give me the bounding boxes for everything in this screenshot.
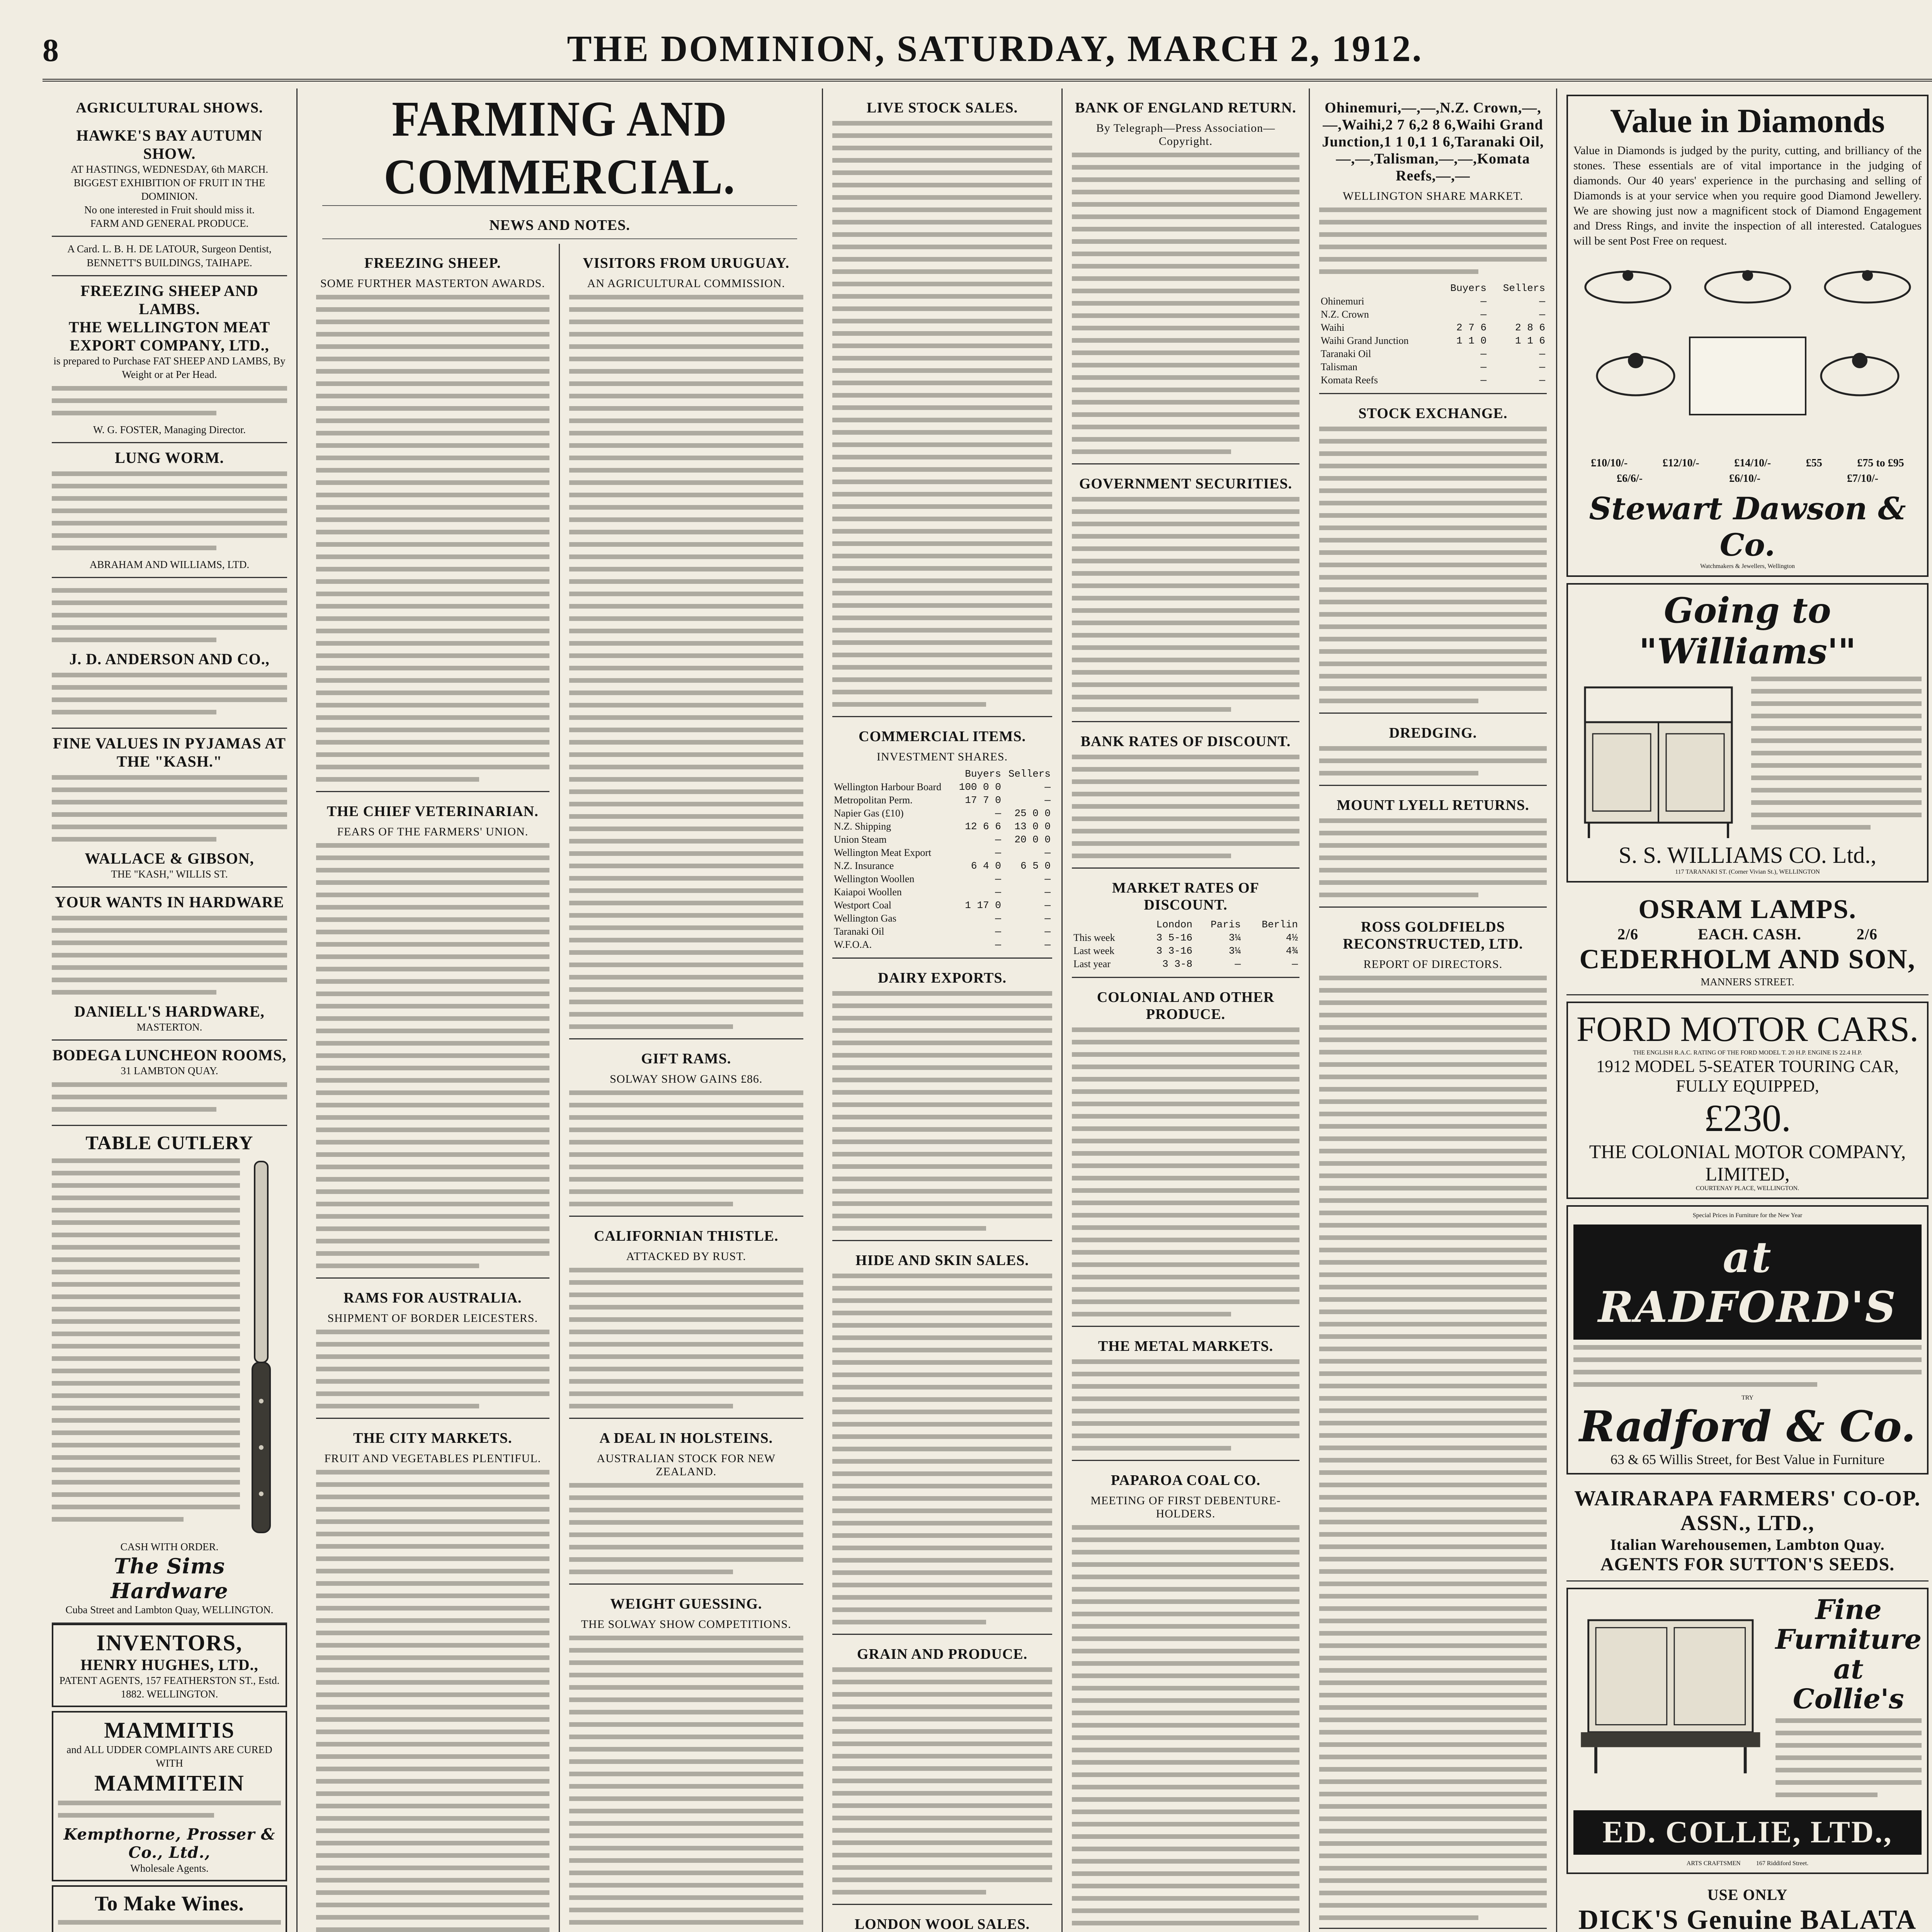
table-cell: — — [1044, 886, 1051, 898]
article-subheading: FRUIT AND VEGETABLES PLENTIFUL. — [324, 1452, 541, 1465]
table-header — [832, 767, 953, 781]
ad-title: THE WELLINGTON MEAT EXPORT COMPANY, LTD., — [68, 318, 270, 354]
table-cell: Talisman — [1321, 361, 1357, 372]
ad-address: Cuba Street and Lambton Quay, WELLINGTON. — [65, 1604, 274, 1616]
table-cell: Napier Gas (£10) — [834, 808, 904, 819]
article-subheading: WELLINGTON SHARE MARKET. — [1342, 190, 1523, 202]
article-heading: LONDON WOOL SALES. — [854, 1916, 1030, 1932]
table-row — [832, 859, 1052, 872]
article-subheading: MEETING OF FIRST DEBENTURE-HOLDERS. — [1090, 1494, 1281, 1520]
table-cell: Wellington Meat Export — [834, 847, 932, 858]
article-heading: Ohinemuri,—,—,N.Z. Crown,—,—,Waihi,2 7 6,2 8 6,Waihi Grand Junction,1 1 0,1 1 6,Taranaki Oil,—,—,Talisman,—,—,Komata Reefs,—,— — [1322, 100, 1544, 184]
ad-body: AT HASTINGS, WEDNESDAY, 6th MARCH. BIGGEST EXHIBITION OF FRUIT IN THE DOMINION. — [70, 163, 269, 202]
table-header: Sellers — [1503, 282, 1545, 294]
table-cell: — — [1539, 348, 1545, 360]
subcolumn-left — [307, 244, 560, 1932]
table-cell: 13 0 0 — [1014, 821, 1051, 832]
ad-agent: Kempthorne, Prosser & Co., Ltd., — [63, 1825, 276, 1862]
table-cell: This week — [1073, 932, 1115, 943]
ad-address: COURTENAY PLACE, WELLINGTON. — [1696, 1185, 1799, 1192]
table-cell: Last week — [1073, 945, 1115, 956]
ad-brand: THE COLONIAL MOTOR COMPANY, LIMITED, — [1589, 1141, 1906, 1185]
table-cell: N.Z. Shipping — [834, 821, 891, 832]
article-heading: MARKET RATES OF DISCOUNT. — [1112, 880, 1259, 913]
ring-price: £6/6/- — [1617, 473, 1643, 485]
table-cell: 3 3-16 — [1156, 945, 1192, 957]
ad-body: USE ONLY — [1707, 1886, 1788, 1904]
article-heading: BANK RATES OF DISCOUNT. — [1080, 733, 1291, 750]
ad-title: J. D. ANDERSON AND CO., — [69, 650, 270, 668]
article-heading: GOVERNMENT SECURITIES. — [1079, 476, 1293, 492]
table-cell: Waihi — [1321, 322, 1345, 333]
ad-hawkes-bay-show — [52, 121, 287, 237]
table-cell: — — [1044, 781, 1051, 793]
sideboard-illustration — [1573, 672, 1743, 842]
table-cell: — — [995, 926, 1001, 937]
ad-brand: Stewart Dawson & Co. — [1589, 490, 1906, 563]
ad-brand: Radford & Co. — [1579, 1401, 1916, 1452]
table-row — [832, 781, 1052, 794]
table-header-row — [1319, 282, 1547, 295]
table-row — [1319, 334, 1547, 347]
ad-wines — [52, 1885, 287, 1932]
table-cell: — — [1044, 913, 1051, 924]
table-cell: 4½ — [1286, 932, 1298, 944]
shares-table — [832, 767, 1052, 951]
table-cell: 3 3-8 — [1162, 958, 1192, 970]
table-cell: — — [1292, 958, 1298, 970]
table-row — [832, 807, 1052, 820]
ad-higginson — [1319, 1928, 1547, 1932]
table-header: Paris — [1211, 919, 1241, 930]
table-cell: Last year — [1073, 958, 1111, 969]
table-cell: — — [995, 939, 1001, 951]
ad-anderson — [52, 578, 287, 729]
ad-dicks-balata-belting — [1566, 1880, 1929, 1932]
table-cell: 20 0 0 — [1014, 834, 1051, 845]
column-commercial-items — [823, 88, 1063, 1932]
masthead — [43, 27, 1932, 82]
ad-address: 63 & 65 Willis Street, for Best Value in Furniture — [1610, 1452, 1885, 1468]
newspaper-title: THE DOMINION, SATURDAY, MARCH 2, 1912. — [567, 28, 1423, 69]
ad-brand: WALLACE & GIBSON, — [85, 850, 254, 867]
column-classifieds — [43, 88, 298, 1932]
ad-title: Fine Furniture at Collie's — [1775, 1594, 1922, 1715]
ad-body: No one interested in Fruit should miss it. — [84, 204, 255, 216]
ad-brand: at RADFORD'S — [1598, 1232, 1897, 1332]
ad-brand: CEDERHOLM AND SON, — [1579, 944, 1916, 975]
ad-body: ABRAHAM AND WILLIAMS, LTD. — [89, 558, 250, 570]
table-cell: — — [1044, 794, 1051, 806]
table-header-row — [832, 767, 1052, 781]
article-subheading: REPORT OF DIRECTORS. — [1363, 958, 1503, 971]
article-subheading: INVESTMENT SHARES. — [876, 750, 1008, 763]
table-cell: 2 8 6 — [1515, 322, 1545, 333]
ad-title: OSRAM LAMPS. — [1638, 895, 1857, 924]
article-heading: MOUNT LYELL RETURNS. — [1337, 797, 1529, 813]
ad-address: THE "KASH," WILLIS ST. — [111, 868, 228, 880]
table-row — [832, 794, 1052, 807]
table-header — [1319, 282, 1437, 295]
table-cell: — — [995, 834, 1001, 845]
ad-body: A Card. L. B. H. DE LATOUR, Surgeon Dentist, BENNETT'S BUILDINGS, TAIHAPE. — [67, 243, 272, 269]
ad-title: HAWKE'S BAY AUTUMN SHOW. — [76, 127, 263, 162]
table-cell: Komata Reefs — [1321, 374, 1378, 386]
ad-address: MASTERTON. — [136, 1021, 202, 1033]
article-heading: FREEZING SHEEP. — [364, 255, 501, 271]
ad-title: YOUR WANTS IN HARDWARE — [54, 893, 284, 911]
table-cell: — — [1044, 873, 1051, 885]
ring-price: £7/10/- — [1847, 473, 1878, 485]
ad-title: Value in Diamonds — [1610, 102, 1885, 140]
table-cell: — — [1539, 374, 1545, 386]
table-cell: N.Z. Crown — [1321, 309, 1369, 320]
table-cell: — — [1480, 374, 1487, 386]
diamond-rings-illustration — [1574, 252, 1922, 453]
table-cell: Westport Coal — [834, 900, 891, 911]
table-cell: — — [1044, 939, 1051, 951]
article-heading: CALIFORNIAN THISTLE. — [594, 1228, 779, 1244]
ad-price: £230. — [1704, 1097, 1791, 1140]
table-cell: 25 0 0 — [1014, 808, 1051, 819]
ad-pyjamas — [52, 729, 287, 888]
ad-osram-lamps — [1566, 889, 1929, 995]
article-subheading: By Telegraph—Press Association—Copyright. — [1096, 122, 1276, 148]
table-row — [832, 820, 1052, 833]
column-farming-news — [298, 88, 823, 1932]
ad-price: 2/6 EACH. CASH. 2/6 — [1617, 925, 1878, 943]
table-cell: Metropolitan Perm. — [834, 794, 913, 806]
table-cell: — — [1235, 958, 1241, 970]
table-row — [1072, 931, 1299, 944]
ad-table-cutlery — [52, 1126, 287, 1623]
table-row — [1319, 347, 1547, 361]
news-heading: NEWS AND NOTES. — [489, 217, 630, 233]
ad-heading: FREEZING SHEEP AND LAMBS. — [80, 282, 259, 318]
ad-title: TABLE CUTLERY — [85, 1132, 253, 1154]
article-heading: COMMERCIAL ITEMS. — [859, 728, 1026, 745]
ad-address: 31 LAMBTON QUAY. — [121, 1065, 218, 1077]
table-cell: 6 5 0 — [1020, 860, 1051, 872]
ring-price: £75 to £95 — [1857, 457, 1904, 469]
column-display-ads — [1557, 88, 1932, 1932]
article-heading: THE CHIEF VETERINARIAN. — [327, 803, 539, 820]
table-row — [1319, 361, 1547, 374]
ad-address: 117 TARANAKI ST. (Corner Vivian St.), WELLINGTON — [1675, 869, 1820, 875]
table-cell: — — [1044, 926, 1051, 937]
table-cell: — — [995, 873, 1001, 885]
ad-title: WAIRARAPA FARMERS' CO-OP. ASSN., LTD., — [1574, 1486, 1921, 1536]
table-cell: Wellington Woollen — [834, 873, 915, 884]
ad-body: and ALL UDDER COMPLAINTS ARE CURED WITH — [66, 1743, 272, 1769]
ad-inventors — [52, 1624, 287, 1707]
table-cell: N.Z. Insurance — [834, 860, 894, 871]
ad-title: DICK'S Genuine BALATA — [1578, 1904, 1917, 1932]
table-cell: 3 5-16 — [1156, 932, 1192, 944]
ad-brand: S. S. WILLIAMS CO. Ltd., — [1618, 842, 1877, 868]
table-row — [1319, 295, 1547, 308]
ad-brand: The Sims Hardware — [111, 1554, 228, 1604]
ad-body: THE ENGLISH R.A.C. RATING OF THE FORD MODEL T. 20 H.P. ENGINE IS 22.4 H.P. — [1633, 1049, 1862, 1056]
ad-daniell-hardware — [52, 888, 287, 1041]
table-row — [832, 938, 1052, 951]
ring-price: £55 — [1806, 457, 1822, 469]
table-row — [1319, 374, 1547, 387]
ad-bodega — [52, 1041, 287, 1126]
collie-banner — [1573, 1810, 1922, 1855]
table-cell: 12 6 6 — [965, 821, 1001, 832]
article-subheading: ATTACKED BY RUST. — [626, 1250, 746, 1263]
article-heading: BANK OF ENGLAND RETURN. — [1075, 100, 1296, 116]
ad-lung-worm — [52, 443, 287, 578]
table-cell: — — [995, 886, 1001, 898]
table-cell: 2 7 6 — [1456, 322, 1487, 333]
table-cell: Taranaki Oil — [834, 926, 884, 937]
table-cell: — — [1539, 296, 1545, 307]
table-cell: — — [1539, 361, 1545, 373]
table-row — [832, 925, 1052, 938]
ring-price: £12/10/- — [1662, 457, 1699, 469]
table-row — [832, 846, 1052, 859]
ad-title: BODEGA LUNCHEON ROOMS, — [52, 1046, 287, 1064]
ad-latour-dentist — [52, 237, 287, 276]
ring-price: £6/10/- — [1729, 473, 1760, 485]
table-cell: 1 1 0 — [1456, 335, 1487, 347]
table-header: Buyers — [965, 768, 1001, 780]
article-subheading: SOLWAY SHOW GAINS £86. — [610, 1073, 763, 1085]
article-heading: DAIRY EXPORTS. — [878, 970, 1007, 986]
table-cell: 1 17 0 — [965, 900, 1001, 911]
article-subheading: SHIPMENT OF BORDER LEICESTERS. — [327, 1312, 538, 1325]
ad-collie-furniture — [1566, 1588, 1929, 1874]
table-cell: — — [1539, 309, 1545, 320]
ad-body: Wholesale Agents. — [130, 1862, 209, 1874]
article-heading: ROSS GOLDFIELDS RECONSTRUCTED, LTD. — [1343, 919, 1523, 952]
ad-title: Special Prices in Furniture for the New Year — [1692, 1212, 1803, 1219]
ad-body: Italian Warehousemen, Lambton Quay. — [1610, 1536, 1885, 1554]
table-cell: Taranaki Oil — [1321, 348, 1371, 359]
table-cell: — — [1480, 309, 1487, 320]
ad-title: Going to "Williams'" — [1639, 590, 1856, 672]
table-cell: 4¾ — [1286, 945, 1298, 957]
ad-williams-furniture — [1566, 583, 1929, 883]
article-subheading: SOME FURTHER MASTERTON AWARDS. — [320, 277, 545, 290]
article-heading: A DEAL IN HOLSTEINS. — [599, 1430, 773, 1446]
ad-address: MANNERS STREET. — [1701, 976, 1794, 988]
table-cell: 100 0 0 — [959, 781, 1001, 793]
table-cell: 3¼ — [1228, 932, 1241, 944]
article-heading: THE CITY MARKETS. — [353, 1430, 512, 1446]
table-cell: 3¼ — [1228, 945, 1241, 957]
table-row — [832, 833, 1052, 846]
table-cell: Kaiapoi Woollen — [834, 886, 902, 898]
ad-address: PATENT AGENTS, 157 FEATHERSTON ST., Estd. 1882. WELLINGTON. — [59, 1674, 280, 1700]
table-row — [832, 886, 1052, 899]
article-subheading: AN AGRICULTURAL COMMISSION. — [587, 277, 785, 290]
article-heading: THE METAL MARKETS. — [1098, 1338, 1274, 1354]
article-heading: GRAIN AND PRODUCE. — [857, 1646, 1028, 1662]
ad-body: is prepared to Purchase FAT SHEEP AND LAMBS, By Weight or at Per Head. — [53, 355, 286, 380]
ad-body: TRY — [1741, 1395, 1754, 1401]
table-row — [1319, 308, 1547, 321]
article-heading: STOCK EXCHANGE. — [1358, 405, 1508, 422]
ad-address: ARTS CRAFTSMEN 167 Riddiford Street. — [1686, 1860, 1809, 1867]
table-cell: W.F.O.A. — [834, 939, 872, 950]
table-cell: — — [1044, 900, 1051, 911]
table-header-row — [1072, 918, 1299, 931]
table-cell: — — [1044, 847, 1051, 859]
ad-address: Watchmakers & Jewellers, Wellington — [1700, 563, 1795, 570]
article-subheading: THE SOLWAY SHOW COMPETITIONS. — [581, 1618, 791, 1631]
discount-rates-table — [1072, 918, 1299, 971]
table-row — [832, 899, 1052, 912]
ad-mammitein — [52, 1711, 287, 1881]
ad-ford-motor-cars — [1566, 1002, 1929, 1199]
table-cell: Wellington Gas — [834, 913, 896, 924]
table-row — [1319, 321, 1547, 334]
ad-value-in-diamonds — [1566, 95, 1929, 577]
article-heading: LIVE STOCK SALES. — [866, 100, 1018, 116]
section-headline: FARMING AND COMMERCIAL. — [384, 91, 736, 205]
table-cell: Ohinemuri — [1321, 296, 1364, 307]
article-heading: WEIGHT GUESSING. — [610, 1596, 762, 1612]
table-header: London — [1156, 919, 1192, 930]
section-heading: AGRICULTURAL SHOWS. — [76, 100, 263, 116]
article-subheading: FEARS OF THE FARMERS' UNION. — [337, 825, 529, 838]
article-heading: HIDE AND SKIN SALES. — [855, 1252, 1029, 1269]
table-cell: — — [1480, 348, 1487, 360]
table-cell: 1 1 6 — [1515, 335, 1545, 347]
table-cell: — — [995, 913, 1001, 924]
ad-title: FORD MOTOR CARS. — [1576, 1009, 1919, 1049]
table-row — [832, 912, 1052, 925]
table-cell: Waihi Grand Junction — [1321, 335, 1409, 346]
ad-body: FARM AND GENERAL PRODUCE. — [90, 218, 249, 230]
table-cell: — — [1480, 361, 1487, 373]
ad-wairarapa-farmers — [1566, 1481, 1929, 1582]
knife-illustration — [244, 1154, 279, 1540]
radfords-banner — [1573, 1225, 1922, 1340]
ad-title: MAMMITIS — [104, 1717, 235, 1743]
article-heading: GIFT RAMS. — [641, 1051, 731, 1067]
ad-brand: ED. COLLIE, LTD., — [1602, 1815, 1893, 1850]
table-cell: Wellington Harbour Board — [834, 781, 942, 793]
article-heading: PAPAROA COAL CO. — [1111, 1472, 1261, 1488]
ad-body: CASH WITH ORDER. — [120, 1541, 219, 1553]
article-heading: RAMS FOR AUSTRALIA. — [344, 1290, 522, 1306]
ad-title: LUNG WORM. — [115, 449, 224, 466]
table-header — [1072, 918, 1137, 931]
table-cell: — — [1480, 296, 1487, 307]
ad-brand: MAMMITEIN — [94, 1770, 245, 1796]
columns — [43, 88, 1932, 1932]
ad-brand: DANIELL'S HARDWARE, — [74, 1003, 265, 1020]
subcolumn-right — [560, 244, 813, 1932]
table-cell: 17 7 0 — [965, 794, 1001, 806]
article-subheading: AUSTRALIAN STOCK FOR NEW ZEALAND. — [597, 1452, 776, 1478]
ad-body: 1912 MODEL 5-SEATER TOURING CAR, FULLY EQUIPPED, — [1596, 1057, 1899, 1096]
article-heading: VISITORS FROM URUGUAY. — [583, 255, 790, 271]
ad-body: AGENTS FOR SUTTON'S SEEDS. — [1600, 1554, 1895, 1575]
table-header: Buyers — [1450, 282, 1487, 294]
column-mining-news — [1310, 88, 1557, 1932]
ad-wellington-meat-export — [52, 276, 287, 443]
ad-title: FINE VALUES IN PYJAMAS AT THE "KASH." — [53, 735, 286, 770]
ring-price: £10/10/- — [1591, 457, 1628, 469]
table-cell: Union Steam — [834, 834, 887, 845]
mining-shares-table — [1319, 282, 1547, 387]
table-header: Sellers — [1008, 768, 1051, 780]
ad-brand: HENRY HUGHES, LTD., — [80, 1656, 259, 1673]
ad-body: Value in Diamonds is judged by the purity, cutting, and brilliancy of the stones. These essentials are of vital importance in the judging of diamonds. Our 40 years' experience in the purchasing and selling of Diamonds is at your service when you require good Diamond Jewellery. We are showing just now a magnificent stock of Diamond Engagement and Dress Rings, and invite the inspection of all interested. Catalogues will be sent Post Free on request. — [1573, 144, 1922, 247]
table-cell: 6 4 0 — [971, 860, 1001, 872]
table-row — [1072, 957, 1299, 971]
ad-signature: W. G. FOSTER, Managing Director. — [93, 423, 246, 435]
column-bank-returns — [1063, 88, 1310, 1932]
table-row — [1072, 944, 1299, 957]
table-row — [832, 872, 1052, 886]
ad-title: INVENTORS, — [96, 1630, 243, 1655]
ring-price: £14/10/- — [1734, 457, 1771, 469]
table-cell: — — [995, 808, 1001, 819]
furniture-illustration — [1573, 1595, 1768, 1780]
ad-radfords — [1566, 1205, 1929, 1475]
page-number: 8 — [43, 32, 59, 68]
table-cell: — — [995, 847, 1001, 859]
table-header: Berlin — [1262, 919, 1298, 930]
article-heading: COLONIAL AND OTHER PRODUCE. — [1097, 989, 1275, 1022]
article-heading: DREDGING. — [1389, 725, 1477, 741]
ad-title: To Make Wines. — [95, 1891, 244, 1915]
